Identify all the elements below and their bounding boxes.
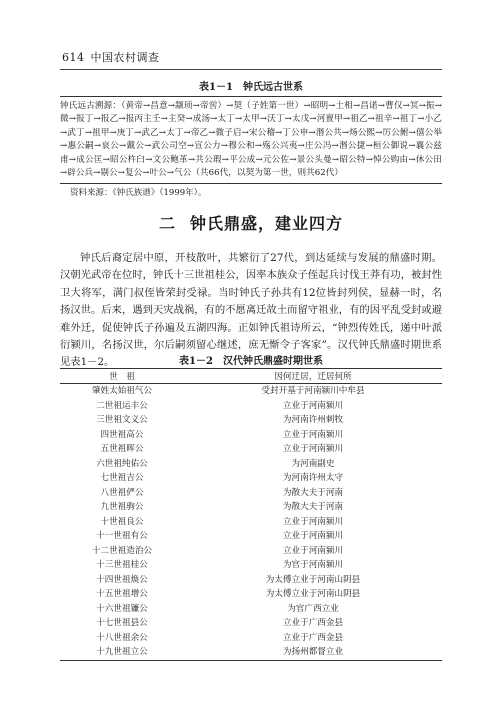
migration-cell: 立业于河南颍川 — [282, 545, 344, 556]
migration-cell: 为太傅立业于河南山阴县 — [265, 574, 361, 585]
migration-cell: 为河南副史 — [291, 458, 335, 469]
table1-content: 钟氏远古溯源：（黄帝→昌意→颛顼→帝喾）→契（子姓第一世）→昭明→土相→昌诺→曹仅→冥→振→微→报丁→报乙→报丙主壬→主癸→成汤→太丁→太甲→沃丁→太戊→河亶甲→祖乙→祖辛→祖丁→小乙→武丁→祖甲→庚丁→武乙→太丁→帝乙→微子启→宋公稽→丁公申→湣公共→炀公熙→厉公鲋→僖公举→惠公嗣→哀公→戴公→武公司空→宣公力→穆公和→殇公兴夷→庄公冯→湣公捷→桓公御说→襄公兹甫→成公匡→昭公杵臼→文公鲍革→共公瑕→平公成→元公佐→景公头曼→昭公特→悼公购由→休公田→辟公兵→剔公→复公→叶公→气公（共66代，以契为第一世，则共62代） — [60, 101, 442, 179]
ancestor-cell: 五世祖晖公 — [100, 444, 144, 454]
body-paragraph: 钟氏后裔定居中原，开枝散叶，共繁衍了27代，到达延续与发展的鼎盛时期。汉朝光武帝在位时，钟氏十三世祖桂公，因率本族众子侄起兵讨伐王莽有功，被封性卫大将军，满门叔侄皆荣封受禄。当时钟氏子孙共有12位皆封列侯，显赫一时，名扬汉世。后来，遇到天灾战祸，有的不愿离迁故土而留守祖业，有的因平乱受封或避难外迁，促使钟氏子孙遍及五湖四海。正如钟氏祖诗所云，“钟烈传姓氏，递中叶派衍颍川，名扬汉世，尔后嗣须留心继述，庶无惭令子客家”。汉代钟氏鼎盛时期世系见表1－2。 — [60, 252, 442, 369]
ancestor-cell: 十六世祖镰公 — [96, 603, 148, 614]
table-row — [60, 602, 442, 617]
migration-cell: 立业于河南颍川 — [282, 516, 344, 527]
migration-cell: 为散大夫于河南 — [282, 487, 344, 498]
migration-cell: 立业于河南颍川 — [282, 531, 344, 541]
table2-number: 表1－2 — [179, 356, 213, 367]
ancestor-cell: 四世祖高公 — [100, 429, 144, 440]
column-header-migration: 因何迁居，迁居何所 — [184, 369, 442, 384]
book-title: 中国农村调查 — [90, 51, 160, 64]
migration-cell: 立业于河南颍川 — [282, 400, 344, 411]
table-row — [60, 457, 442, 472]
table-row — [60, 384, 442, 399]
ancestor-cell: 九世祖驹公 — [100, 502, 144, 512]
ancestor-cell: 十七世祖县公 — [96, 618, 148, 628]
table2-title: 汉代钟氏鼎盛时期世系 — [222, 356, 323, 367]
ancestor-cell: 十八世祖余公 — [96, 632, 148, 643]
generations-table — [60, 368, 442, 661]
table-row — [60, 515, 442, 530]
ancestor-cell: 七世祖吉公 — [100, 473, 144, 483]
migration-cell: 为河南许州太守 — [282, 473, 344, 483]
migration-cell: 立业于广西金县 — [282, 632, 344, 643]
table-row — [60, 645, 442, 660]
ancestor-cell: 肇姓太始祖气公 — [91, 386, 153, 396]
ancestor-cell: 十二世祖造治公 — [91, 545, 153, 556]
table1-title: 钟氏远古世系 — [242, 82, 303, 93]
section-title: 钟氏鼎盛，建业四方 — [190, 214, 344, 233]
ancestor-cell: 十世祖良公 — [100, 516, 144, 527]
ancestor-cell: 三世祖文义公 — [96, 415, 148, 425]
section-heading — [60, 211, 442, 234]
ancestor-cell: 六世祖纯佑公 — [96, 458, 148, 469]
ancestor-cell: 十九世祖立公 — [60, 645, 184, 660]
table1-caption — [60, 78, 442, 93]
table-row — [60, 399, 442, 414]
migration-cell: 立业于广西金县 — [282, 618, 344, 628]
page-number: 614 — [62, 51, 85, 64]
table-row — [60, 544, 442, 559]
ancestor-cell: 十五世祖增公 — [96, 589, 148, 599]
ancestor-cell: 十一世祖有公 — [96, 531, 148, 541]
table-row — [60, 631, 442, 646]
table1-number: 表1－1 — [199, 82, 233, 93]
migration-cell: 受封开基于河南颍川中牟县 — [261, 386, 365, 396]
migration-cell: 立业于河南颍川 — [282, 429, 344, 440]
table-row — [60, 558, 442, 573]
table-row — [60, 428, 442, 443]
table-row — [60, 486, 442, 501]
table-row — [60, 616, 442, 631]
ancestor-cell: 十四世祖焕公 — [96, 574, 148, 585]
table-body — [60, 384, 442, 661]
migration-cell: 为河南许州刺牧 — [282, 415, 344, 425]
ancestor-cell: 十三世祖桂公 — [96, 560, 148, 570]
table1-box — [60, 96, 442, 184]
ancestor-cell: 二世祖运丰公 — [96, 400, 148, 411]
running-header — [62, 49, 160, 65]
table-row — [60, 413, 442, 428]
migration-cell: 为散大夫于河南 — [282, 502, 344, 512]
table-row — [60, 471, 442, 486]
migration-cell: 为官广西立业 — [287, 603, 339, 614]
ancestor-cell: 八世祖俨公 — [100, 487, 144, 498]
migration-cell: 为太傅立业于河南山阴县 — [265, 589, 361, 599]
table2-caption — [60, 352, 442, 367]
section-number: 二 — [158, 214, 176, 233]
table-row — [60, 529, 442, 544]
table-row — [60, 442, 442, 457]
migration-cell: 为官于河南颍川 — [282, 560, 344, 570]
migration-cell: 立业于河南颍川 — [282, 444, 344, 454]
migration-cell: 为扬州都督立业 — [184, 645, 442, 660]
table-row — [60, 573, 442, 588]
table-header-row — [60, 369, 442, 384]
table-row — [60, 587, 442, 602]
header-rule — [60, 69, 442, 70]
table1-source: 资料来源：《钟氏族谱》（1999年）。 — [70, 188, 207, 198]
column-header-ancestor: 世 祖 — [60, 369, 184, 384]
table-row — [60, 500, 442, 515]
